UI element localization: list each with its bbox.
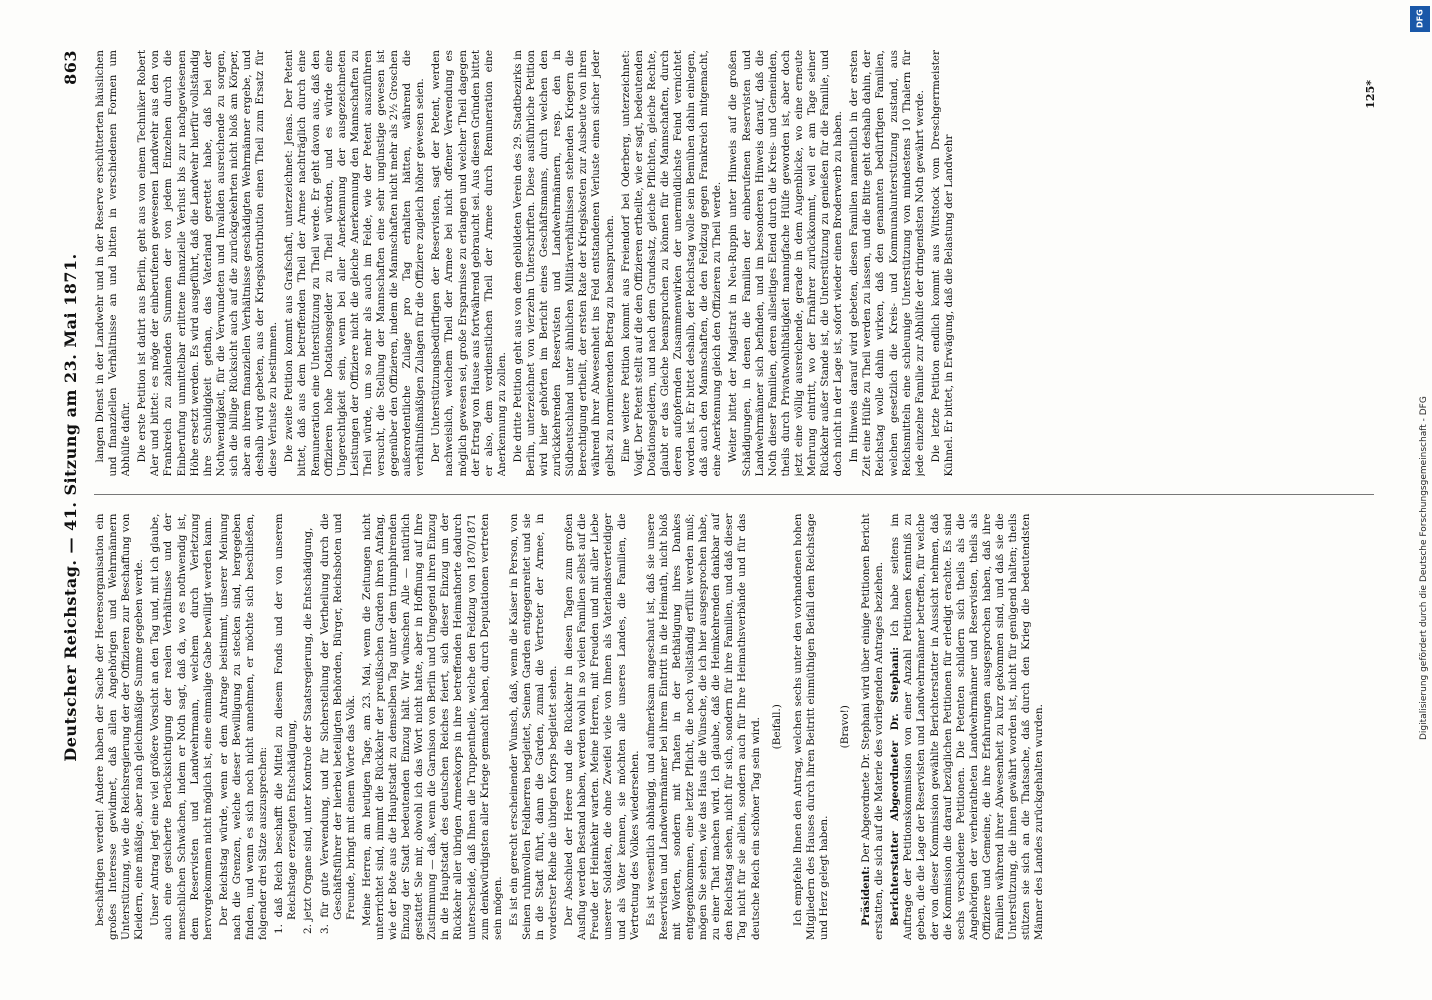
body-paragraph: Ich empfehle Ihnen den Antrag, welchen sechs unter den vorhandenen hohen Mitgliedern des Hauses durch ihren Beitritt einmüthigen Beifall dem Reichstage und Herz gelegt haben. [791,513,830,940]
stage-direction: (Beifall.) [770,704,783,750]
digitization-credit: Digitalisierung gefördert durch die Deutsche Forschungsgemeinschaft - DFG [1419,396,1429,740]
text-column-right [94,50,1374,477]
speech-paragraph [860,514,886,941]
speech-text: Der Abgeordnete Dr. Stephani wird über einige Petitionen Bericht erstatten, die sich auf die Materie des vorliegenden Antrages beziehen. [860,513,886,940]
column-divider [94,495,1374,496]
speech-paragraph [889,514,1046,941]
text-column-left [94,514,1374,941]
speech-text: Ich habe seitens im Auftrage der Petitionskommission von einer Anzahl Petitionen Kenntniß zu geben, die die Lage der Reservisten und Landwehrmänner betreffen, für welche der von dieser Kommission gewählte Berichterstatter in Aussicht nehmen, daß die Kommission die darauf bezüglichen Petitionen für erledigt erachte. Es sind sechs verschiedene Petitionen. Die Petenten schildern sich theils als die Angehörigen der verheiratheten Landwehrmänner und Reservisten, theils als Offiziere und Gemeine, die ihre Erfahrungen ausgesprochen haben, daß ihre Familien während ihrer Abwesenheit zu kurz gekommen sind, und daß sie die Unterstützung, die ihnen gewährt worden ist, nicht für genügend halten; theils stützen sie sich an die Thatsache, daß durch den Krieg die bedeutendsten Männer des Landes zurückgehalten wurden. [889,513,1046,940]
page-number: 863 [60,50,80,85]
body-paragraph: Der Abschied der Heere und die Rückkehr in diesen Tagen zum großen Ausflug werden Bestand haben, werden wohl in so vielen Familien selbst auf die Freude der Heimkehr warten. Meine Herren, mit Freuden und mit aller Liebe unserer Soldaten, die ohne Zweifel viele von Ihnen als Vaterlandsverteidiger und als Väter kennen, sie möchten alle unseres Landes, die Familien, die Vertretung des Volkes wiedersehen. [563,513,641,940]
body-paragraph: beschäftigen werden! Andere haben der Sache der Heeresorganisation ein großes Interesse gewidmet, daß allen Angehörigen und Wehrmännern Unterstützung, wie die Reichsregierung der der Offizieren zur Beschaffung von Kleidern, eine mäßige, aber nach gleichmäßige Summe gegeben werde. [94,513,146,940]
speaker-name: Berichterstatter Abgeordneter Dr. Stephani: [889,646,902,926]
body-paragraph: Eine weitere Petition kommt aus Freiendorf bei Oderberg, unterzeichnet: Voigt. Der Petent stellt auf die den Offizieren ertheilte, wie er sagt, bedeutenden Dotationsgeldern, und nach dem Grundsatz, gleiche Pflichten, gleiche Rechte, glaubt er das Gleiche beanspruchen zu können für die Mannschaften, durch deren aufopfernden Zusammenwirken der unermüdlichste Feind vernichtet worden ist. Er bittet deshalb, der Reichstag wolle sein Bemühen dahin einlegen, daß auch den Mannschaften, die den Feldzug gegen Frankreich mitgemacht, eine Anerkennung gleich den Offizieren zu Theil werde. [619,50,724,477]
body-paragraph: Der Unterstützungsbedürftigen der Reservisten, sagt der Petent, werden nachweislich, welchem Theil der Armee bei nicht offener Verwendung es möglich gewesen sei, große Ersparnisse zu erlangen und welcher Theil dagegen der Ertrag von Hause aus fortwährend gebraucht sei. Aus diesen Gründen bittet er also, dem verdienstlichen Theil der Armee durch Remuneration eine Anerkennung zu zollen. [430,50,508,477]
body-paragraph: Die dritte Petition geht aus von dem gebildeten Verein des 29. Stadtbezirks in Berlin, unterzeichnet von vierzehn Unterschriften. Diese ausführliche Petition wird hier gehörten im Bericht eines Geschäftsmanns, durch welchen den zurückkehrenden Reservisten und Landwehrmännern, resp. den in Südbeutschland unter ähnlichen Militärverhältnissen stehenden Kriegern die Berechtigung ertheilt, der ersten Rate der Kriegskosten zur Ausbeute von ihren während ihrer Abwesenheit ins Feld entstandenen Verluste einen sicher jeder gelbst zu normierenden Betrag zu beanspruchen. [511,50,616,477]
stage-direction: (Bravo!) [838,705,851,749]
body-paragraph: Weiter bittet der Magistrat in Neu-Ruppin unter Hinweis auf die großen Schädigungen, in denen die Familien der einberufenen Reservisten und Landwehrmänner sich befinden, und im besonderen Hinweis darauf, daß die Noth dieser Familien, deren allseitiges Elend durch die Kreis- und Gemeinden, theils durch Privatwohlthätigkeit mannigfache Hülfe geworden ist, aber doch jetzt eine völlig ausreichende, gerade in dem Augenblicke, wo eine erneute Mehrung eintritt, wo der Ernährer zurückkommt, weil er am Tage seiner Rückkehr außer Stande ist, die Unterstützung zu genießen für die Familie, und doch nicht in der Lage ist, sofort wieder einen Broderwerb zu haben. [727,50,845,477]
list-item: 1. daß Reich beschafft die Mittel zu diesem Fonds und der von unserem Reichstage erzeugten Entschädigung, [273,513,299,934]
page-header [56,50,84,930]
speaker-name: Präsident: [860,866,873,926]
body-paragraph: langen Dienst in der Landwehr und in der Reserve erschütterten häuslichen und finanziellen Verhältnisse an und bitten in verschiedenen Formen um Abhülfe dafür. [94,50,133,477]
list-item: 3. für gute Verwendung, und für Sicherstellung der Vertheilung durch die Geschäftsführer der hierbei beteiligten Behörden, Bürger, Reichsboten und Freunde, bringt mit einem Worte das Volk. [318,513,357,934]
body-paragraph: Der Reichstag würde, wenn er dem Antrage beistimmt, unserer Meinung nach die Grenzen, welche dieser Bewilligung zu stecken sind, hergegeben finden, und wenn es sich noch nicht annehmen, er möchte sich beschließen, folgender drei Sätze auszusprechen: [217,513,270,940]
rotated-document-page [46,20,1386,980]
running-head: Deutscher Reichstag. — 41. Sitzung am 23. Mai 1871. [60,253,80,762]
body-paragraph: Meine Herren, am heutigen Tage, am 23. Mai, wenn die Zeitungen nicht unterrichtet sind, nimmt die Rückkehr der preußischen Garden ihren Anfang, wie der Bote aus die Hauptstadt zu demselben Tag unter dem triumphirenden Einzug der Stadt bedeutenden Einzug hält. Wir wünschen Alle — natürlich gestattet Sie mir, obwohl ich das Wort nicht hatte, aber in Hoffnung auf Ihre Zustimmung — daß, wenn die Garnison von Berlin und Umgegend ihren Einzug in die Hauptstadt des deutschen Reiches feiert, sich dieser Einzug um der Rückkehr aller übrigen Armeekorps in ihre betreffenden Heimathorte dadurch unterscheide, daß Ihnen die Truppentheile, welche den Feldzug von 1870/1871 zum denkwürdigsten aller Kriege gemacht haben, durch Deputationen vertreten sein mögen. [360,513,504,940]
body-paragraph: Es ist ein gerecht erscheinender Wunsch, daß, wenn die Kaiser in Person, von Seinen ruhmvollen Feldherren begleitet, Seinen Garden entgegenreitet und sie in die Stadt führt, dann die Garden, zumal die Vertreter der Armee, in vorderster Reihe die übrigen Korps begleitet sehen. [507,513,560,940]
body-paragraph: Im Hinweis darauf wird gebeten, diesen Familien namentlich in der ersten Zeit eine Hülfe zu Theil werden zu lassen, und die Bitte geht deshalb dahin, der Reichstag wolle dahin wirken, daß den genannten bedürftigen Familien, welchen gesetzlich die Kreis- und Kommunalunterstützung zustand, aus Reichsmitteln eine schleunige Unterstützung von mindestens 10 Thalern für jede einzelne Familie zur Abhülfe der dringendsten Noth gewährt werde. [848,50,926,477]
body-paragraph: Die zweite Petition kommt aus Grafschaft, unterzeichnet: Jenas. Der Petent bittet, daß aus dem betreffenden Theil der Armee nachträglich durch eine Remuneration eine Unterstützung zu Theil werde. Er geht davon aus, daß den Offizieren hohe Dotationsgelder zu Theil würden, und es würde eine Ungerechtigkeit sein, wenn bei aller Anerkennung der ausgezeichneten Leistungen der Offiziere nicht die gleiche Anerkennung den Mannschaften zu Theil würde, um so mehr als auch im Felde, wie der Petent auszuführen versucht, die Stellung der Mannschaften eine sehr ungünstige gewesen ist gegenüber den Offizieren, indem die Mannschaften nicht mehr als 2½ Groschen außerordentliche Zulage pro Tag erhalten hätten, während die verhältnißmäßigen Zulagen für die Offiziere zugleich höher gewesen seien. [283,50,427,477]
body-paragraph: Es ist wesentlich abhängig, und aufmerksam angeschaut ist, daß sie unsere Reservisten und Landwehrmänner bei ihrem Eintritt in die Heimath, nicht bloß mit Worten, sondern mit Thaten in der Bethätigung ihres Dankes entgegenkommen, eine letzte Pflicht, die noch vollständig erfüllt werden muß; mögen Sie sehen, wie das Haus die Wünsche, die ich hier ausgesprochen habe, zu einer That machen wird. Ich glaube, daß die Heimkehrenden dankbar auf den Reichstag sehen, nicht für sich, sondern für ihre Familien, und daß dieser Tag nicht für sie allein, sondern auch für Ihre Heimathsverbände und für das deutsche Reich ein schöner Tag sein wird. [644,513,762,940]
body-paragraph: Die erste Petition ist datirt aus Berlin, geht aus von einem Techniker Robert Aler und bittet: es möge der einberufenen gewesenen Landwehr aus den von Frankreich zu zahlenden Summen der von jedem Einzelnen durch die Einberufung unmittelbar erlittene finanzielle Verlust bis zur nachgewiesenen Höhe ersetzt werden. Es wird ausgeführt, daß die Landwehr hierfür vollständig ihre Schuldigkeit gethan, das Vaterland gerettet habe, daß bei der Nothwendigkeit, für die Verwundeten und Invaliden ausreichende zu sorgen, sich die billige Rücksicht auch auf die zurückgekehrten nicht bloß am Körper, aber an ihrem finanziellen Verhältnisse geschädigten Wehrmänner ergebe, und deshalb wird gebeten, aus der Kriegskontribution einen Theil zum Ersatz für diese Verluste zu bestimmen. [136,50,280,477]
text-columns [94,50,1374,940]
body-paragraph: Die letzte Petition endlich kommt aus Wittstock vom Dreschgerrmeister Kühnel. Er bittet, in Erwägung, daß die Belastung der Landwehr [929,50,955,477]
list-item: 2. jetzt Organe sind, unter Kontrole der Staatsregierung, die Entschädigung, [302,527,315,934]
body-paragraph: Unser Antrag legt eine viel größere Vorsicht an den Tag und, mit ich glaube, auch eine gesicherte Berücksichtigung der realen Verhältnisse und der menschlichen Schwächen, indem er Noth sagt, daß da, wo es nothwendig ist, dem Reservisten und Landwehrmann, welchem durch Verletzung hervorgekommen nicht möglich ist, eine einmalige Gabe bewilligt werden kann. [149,513,214,940]
dfg-logo: DFG [1410,6,1430,32]
signature-mark: 125* [1364,80,1377,109]
